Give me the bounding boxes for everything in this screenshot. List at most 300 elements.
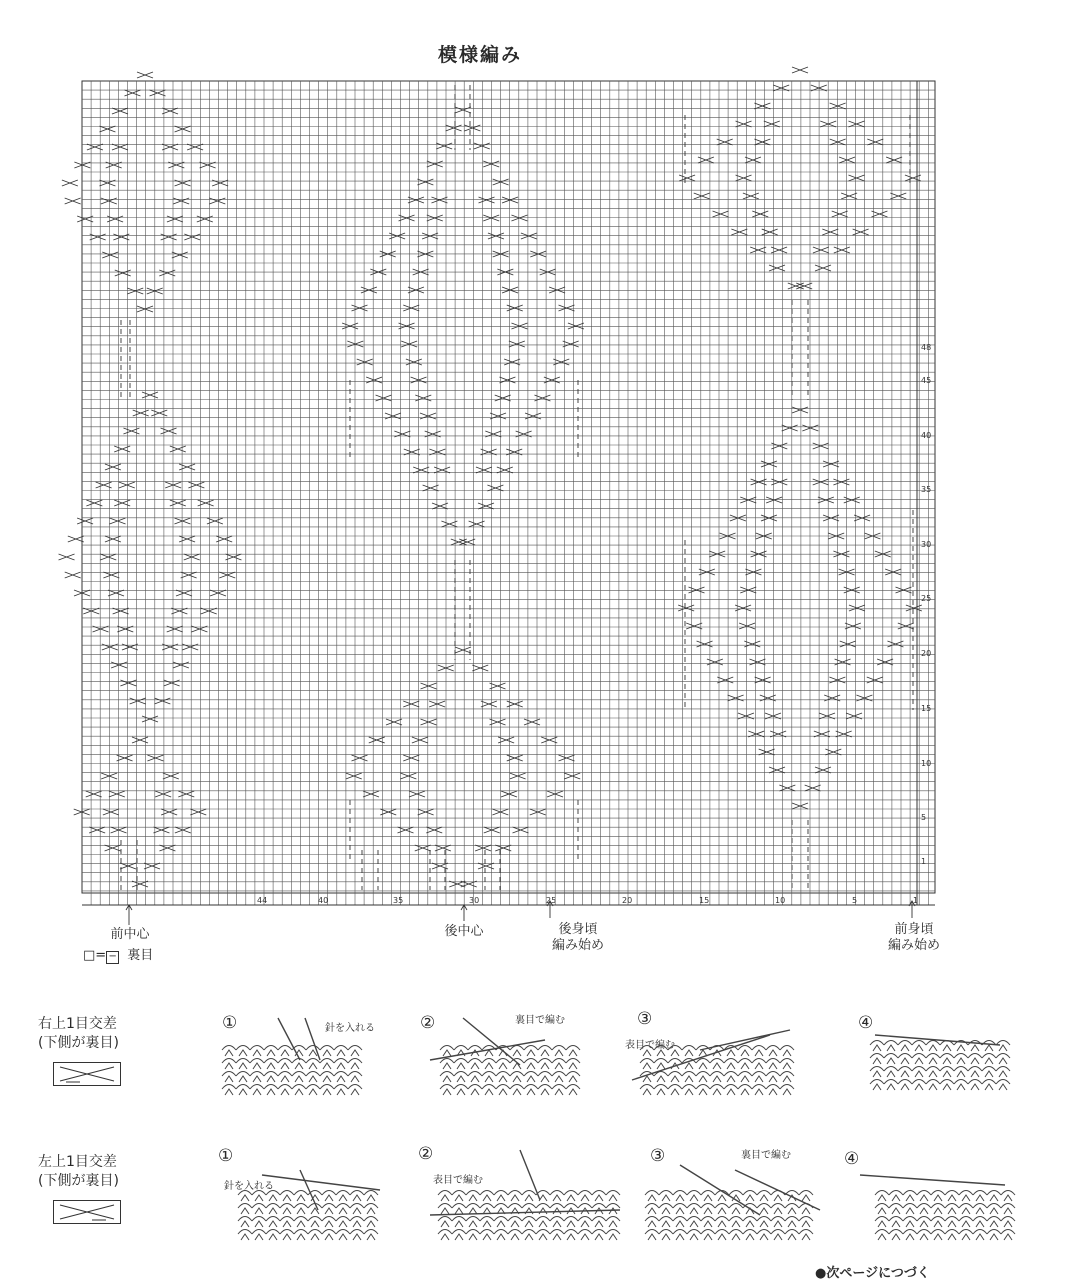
stitch-v xyxy=(281,1050,289,1056)
legend-title: 左上1目交差 xyxy=(38,1154,117,1170)
stitch-v xyxy=(929,1045,937,1051)
stitch-v xyxy=(457,1063,465,1069)
stitch-v xyxy=(443,1050,451,1056)
stitch-v xyxy=(297,1208,305,1214)
stitch-v xyxy=(727,1076,735,1082)
stitch-v xyxy=(671,1050,679,1056)
stitch-v xyxy=(295,1063,303,1069)
stitch-v xyxy=(443,1063,451,1069)
stitch-v xyxy=(241,1221,249,1227)
stitch-v xyxy=(948,1221,956,1227)
stitch-v xyxy=(569,1089,577,1095)
stitch-v xyxy=(746,1234,754,1240)
stitch-v xyxy=(555,1063,563,1069)
stitch-v xyxy=(485,1063,493,1069)
stitch-v xyxy=(581,1195,589,1201)
stitch-v xyxy=(760,1208,768,1214)
front-body-text: 前身頃 xyxy=(894,922,934,937)
stitch-v xyxy=(353,1221,361,1227)
stitch-v xyxy=(367,1221,375,1227)
stitch-v xyxy=(309,1089,317,1095)
stitch-v xyxy=(985,1071,993,1077)
stitch-v xyxy=(774,1221,782,1227)
needle xyxy=(875,1035,1000,1045)
stitch-v xyxy=(648,1221,656,1227)
legend-prefix: □= xyxy=(83,948,107,963)
stitch-v xyxy=(906,1195,914,1201)
stitch-v xyxy=(676,1234,684,1240)
stitch-v xyxy=(567,1221,575,1227)
stitch-v xyxy=(662,1195,670,1201)
stitch-v xyxy=(643,1050,651,1056)
stitch-v xyxy=(713,1063,721,1069)
step-number: ② xyxy=(420,1013,436,1033)
stitch-v xyxy=(455,1221,463,1227)
stitch-v xyxy=(281,1063,289,1069)
stitch-v xyxy=(353,1208,361,1214)
stitch-v xyxy=(699,1050,707,1056)
stitch-v xyxy=(241,1208,249,1214)
stitch-v xyxy=(769,1076,777,1082)
stitch-v xyxy=(662,1234,670,1240)
stitch-v xyxy=(527,1063,535,1069)
stitch-v xyxy=(957,1058,965,1064)
stitch-v xyxy=(802,1234,810,1240)
stitch-v xyxy=(553,1221,561,1227)
stitch-v xyxy=(948,1195,956,1201)
stitch-v xyxy=(755,1089,763,1095)
stitch-v xyxy=(351,1063,359,1069)
stitch-v xyxy=(553,1195,561,1201)
stitch-v xyxy=(699,1076,707,1082)
stitch-v xyxy=(323,1050,331,1056)
stitch-v xyxy=(704,1234,712,1240)
back-start-text: 編み始め xyxy=(551,938,604,953)
stitch-v xyxy=(901,1045,909,1051)
stitch-v xyxy=(609,1195,617,1201)
stitch-v xyxy=(990,1208,998,1214)
stitch-v xyxy=(511,1195,519,1201)
stitch-v xyxy=(267,1050,275,1056)
stitch-v xyxy=(527,1050,535,1056)
stitch-v xyxy=(297,1195,305,1201)
stitch-v xyxy=(920,1221,928,1227)
stitch-v xyxy=(269,1195,277,1201)
stitch-v xyxy=(555,1089,563,1095)
stitch-v xyxy=(595,1221,603,1227)
step-number: ④ xyxy=(858,1013,874,1033)
stitch-v xyxy=(281,1089,289,1095)
stitch-v xyxy=(971,1071,979,1077)
stitch-v xyxy=(760,1234,768,1240)
stitch-v xyxy=(671,1076,679,1082)
column-number: 20 xyxy=(622,896,633,905)
stitch-v xyxy=(892,1195,900,1201)
column-number: 44 xyxy=(257,896,268,905)
legend-title: 右上1目交差 xyxy=(38,1016,117,1032)
stitch-v xyxy=(943,1058,951,1064)
stitch-v xyxy=(499,1089,507,1095)
stitch-v xyxy=(887,1045,895,1051)
stitch-v xyxy=(657,1076,665,1082)
stitch-v xyxy=(920,1234,928,1240)
stitch-v xyxy=(676,1221,684,1227)
stitch-v xyxy=(732,1234,740,1240)
stitch-v xyxy=(741,1063,749,1069)
stitch-v xyxy=(367,1208,375,1214)
step-note: 表目で編む xyxy=(433,1175,483,1186)
stitch-v xyxy=(685,1076,693,1082)
step-note: 針を入れる xyxy=(224,1181,274,1192)
stitch-v xyxy=(971,1084,979,1090)
stitch-v xyxy=(337,1089,345,1095)
stitch-v xyxy=(339,1221,347,1227)
stitch-v xyxy=(469,1221,477,1227)
stitch-v xyxy=(609,1221,617,1227)
stitch-v xyxy=(990,1234,998,1240)
stitch-v xyxy=(948,1208,956,1214)
stitch-v xyxy=(441,1208,449,1214)
stitch-v xyxy=(497,1234,505,1240)
stitch-v xyxy=(906,1234,914,1240)
stitch-v xyxy=(934,1221,942,1227)
stitch-v xyxy=(962,1195,970,1201)
stitch-v xyxy=(441,1234,449,1240)
stitch-v xyxy=(595,1195,603,1201)
stitch-v xyxy=(295,1089,303,1095)
stitch-v xyxy=(929,1071,937,1077)
stitch-v xyxy=(525,1195,533,1201)
stitch-v xyxy=(239,1050,247,1056)
stitch-v xyxy=(741,1089,749,1095)
stitch-v xyxy=(525,1221,533,1227)
stitch-v xyxy=(934,1195,942,1201)
stitch-v xyxy=(878,1234,886,1240)
back-body-text: 後身頃 xyxy=(558,922,598,937)
stitch-v xyxy=(353,1234,361,1240)
row-number: 30 xyxy=(921,540,932,549)
stitch-v xyxy=(873,1045,881,1051)
needle xyxy=(305,1018,320,1060)
stitch-v xyxy=(311,1221,319,1227)
column-number: 1 xyxy=(913,896,919,905)
step-number: ② xyxy=(418,1144,434,1164)
stitch-v xyxy=(732,1208,740,1214)
stitch-v xyxy=(788,1234,796,1240)
stitch-v xyxy=(485,1076,493,1082)
stitch-v xyxy=(253,1089,261,1095)
stitch-v xyxy=(441,1195,449,1201)
stitch-v xyxy=(699,1063,707,1069)
stitch-v xyxy=(643,1063,651,1069)
stitch-v xyxy=(878,1221,886,1227)
stitch-v xyxy=(225,1076,233,1082)
stitch-v xyxy=(253,1076,261,1082)
stitch-v xyxy=(929,1058,937,1064)
stitch-v xyxy=(581,1234,589,1240)
row-number: 10 xyxy=(921,759,932,768)
stitch-v xyxy=(802,1195,810,1201)
stitch-v xyxy=(455,1234,463,1240)
stitch-v xyxy=(539,1208,547,1214)
stitch-v xyxy=(351,1050,359,1056)
stitch-v xyxy=(643,1076,651,1082)
stitch-v xyxy=(676,1208,684,1214)
needle xyxy=(860,1175,1005,1185)
row-number: 1 xyxy=(921,857,927,866)
stitch-v xyxy=(527,1076,535,1082)
stitch-v xyxy=(311,1234,319,1240)
stitch-v xyxy=(457,1089,465,1095)
stitch-v xyxy=(943,1071,951,1077)
stitch-v xyxy=(873,1084,881,1090)
stitch-v xyxy=(906,1208,914,1214)
stitch-v xyxy=(337,1050,345,1056)
column-number: 40 xyxy=(318,896,329,905)
stitch-v xyxy=(657,1089,665,1095)
stitch-v xyxy=(297,1234,305,1240)
stitch-v xyxy=(1004,1234,1012,1240)
stitch-v xyxy=(241,1195,249,1201)
stitch-v xyxy=(471,1089,479,1095)
stitch-v xyxy=(239,1089,247,1095)
stitch-v xyxy=(443,1089,451,1095)
stitch-v xyxy=(267,1063,275,1069)
stitch-v xyxy=(497,1195,505,1201)
stitch-v xyxy=(269,1221,277,1227)
stitch-v xyxy=(337,1063,345,1069)
stitch-v xyxy=(685,1063,693,1069)
stitch-v xyxy=(920,1195,928,1201)
stitch-v xyxy=(225,1063,233,1069)
stitch-v xyxy=(539,1221,547,1227)
stitch-v xyxy=(732,1221,740,1227)
stitch-v xyxy=(253,1050,261,1056)
stitch-v xyxy=(727,1050,735,1056)
stitch-v xyxy=(555,1076,563,1082)
stitch-v xyxy=(685,1089,693,1095)
stitch-v xyxy=(367,1234,375,1240)
stitch-v xyxy=(774,1234,782,1240)
stitch-v xyxy=(469,1195,477,1201)
needle xyxy=(520,1150,540,1200)
stitch-v xyxy=(499,1076,507,1082)
stitch-v xyxy=(802,1208,810,1214)
stitch-v xyxy=(769,1063,777,1069)
row-number: 15 xyxy=(921,704,932,713)
stitch-v xyxy=(934,1208,942,1214)
stitch-v xyxy=(704,1221,712,1227)
stitch-v xyxy=(455,1208,463,1214)
needle xyxy=(262,1175,380,1190)
stitch-v xyxy=(718,1195,726,1201)
stitch-v xyxy=(569,1063,577,1069)
column-number: 35 xyxy=(393,896,404,905)
stitch-v xyxy=(676,1195,684,1201)
stitch-v xyxy=(567,1234,575,1240)
back-center-label: 後中心 xyxy=(444,924,484,939)
stitch-v xyxy=(943,1084,951,1090)
stitch-v xyxy=(704,1208,712,1214)
stitch-v xyxy=(971,1058,979,1064)
stitch-v xyxy=(915,1071,923,1077)
stitch-v xyxy=(783,1076,791,1082)
stitch-v xyxy=(976,1208,984,1214)
stitch-v xyxy=(541,1076,549,1082)
stitch-v xyxy=(892,1234,900,1240)
column-number: 10 xyxy=(775,896,786,905)
stitch-v xyxy=(255,1234,263,1240)
stitch-v xyxy=(990,1195,998,1201)
stitch-v xyxy=(581,1221,589,1227)
stitch-v xyxy=(957,1045,965,1051)
step-note: 針を入れる xyxy=(325,1023,375,1034)
stitch-v xyxy=(783,1050,791,1056)
stitch-v xyxy=(999,1084,1007,1090)
stitch-v xyxy=(323,1063,331,1069)
stitch-v xyxy=(755,1063,763,1069)
stitch-v xyxy=(297,1221,305,1227)
stitch-v xyxy=(662,1208,670,1214)
stitch-v xyxy=(1004,1221,1012,1227)
step-note: 表目で編む xyxy=(625,1040,675,1051)
stitch-v xyxy=(990,1221,998,1227)
stitch-v xyxy=(901,1058,909,1064)
stitch-v xyxy=(887,1071,895,1077)
step-number: ④ xyxy=(844,1149,860,1169)
stitch-v xyxy=(567,1195,575,1201)
stitch-v xyxy=(713,1089,721,1095)
needle xyxy=(463,1018,520,1065)
step-number: ③ xyxy=(650,1146,666,1166)
stitch-v xyxy=(985,1045,993,1051)
stitch-v xyxy=(892,1221,900,1227)
stitch-v xyxy=(457,1076,465,1082)
stitch-v xyxy=(511,1234,519,1240)
stitch-v xyxy=(878,1195,886,1201)
stitch-v xyxy=(901,1084,909,1090)
stitch-v xyxy=(527,1089,535,1095)
stitch-v xyxy=(325,1221,333,1227)
stitch-v xyxy=(690,1208,698,1214)
stitch-v xyxy=(727,1063,735,1069)
stitch-v xyxy=(999,1058,1007,1064)
stitch-v xyxy=(283,1208,291,1214)
stitch-v xyxy=(609,1234,617,1240)
stitch-v xyxy=(513,1076,521,1082)
stitch-v xyxy=(309,1063,317,1069)
stitch-v xyxy=(662,1221,670,1227)
stitch-v xyxy=(471,1063,479,1069)
stitch-v xyxy=(281,1076,289,1082)
stitch-v xyxy=(648,1195,656,1201)
stitch-v xyxy=(255,1221,263,1227)
stitch-v xyxy=(609,1208,617,1214)
stitch-v xyxy=(569,1076,577,1082)
stitch-v xyxy=(774,1195,782,1201)
stitch-v xyxy=(704,1195,712,1201)
stitch-v xyxy=(443,1076,451,1082)
stitch-v xyxy=(325,1234,333,1240)
stitch-v xyxy=(962,1234,970,1240)
stitch-v xyxy=(929,1084,937,1090)
stitch-v xyxy=(337,1076,345,1082)
stitch-v xyxy=(741,1076,749,1082)
stitch-v xyxy=(525,1234,533,1240)
stitch-v xyxy=(892,1208,900,1214)
stitch-v xyxy=(497,1221,505,1227)
stitch-v xyxy=(671,1089,679,1095)
stitch-v xyxy=(339,1195,347,1201)
stitch-v xyxy=(690,1221,698,1227)
row-number: 40 xyxy=(921,431,932,440)
column-number: 25 xyxy=(546,896,557,905)
stitch-v xyxy=(741,1050,749,1056)
stitch-v xyxy=(225,1089,233,1095)
stitch-v xyxy=(269,1208,277,1214)
stitch-v xyxy=(239,1063,247,1069)
stitch-v xyxy=(555,1050,563,1056)
stitch-v xyxy=(802,1221,810,1227)
step-note: 裏目で編む xyxy=(515,1015,565,1026)
needle xyxy=(278,1018,300,1060)
stitch-v xyxy=(976,1234,984,1240)
stitch-v xyxy=(253,1063,261,1069)
column-number: 15 xyxy=(699,896,710,905)
stitch-v xyxy=(760,1195,768,1201)
stitch-v xyxy=(323,1089,331,1095)
stitch-v xyxy=(962,1221,970,1227)
stitch-v xyxy=(513,1063,521,1069)
stitch-v xyxy=(957,1084,965,1090)
stitch-v xyxy=(339,1208,347,1214)
stitch-v xyxy=(873,1058,881,1064)
stitch-v xyxy=(718,1234,726,1240)
row-number: 35 xyxy=(921,485,932,494)
legend-subtitle: (下側が裏目) xyxy=(38,1035,119,1051)
stitch-v xyxy=(985,1084,993,1090)
stitch-v xyxy=(718,1221,726,1227)
stitch-v xyxy=(690,1195,698,1201)
stitch-v xyxy=(225,1050,233,1056)
stitch-v xyxy=(455,1195,463,1201)
stitch-v xyxy=(269,1234,277,1240)
stitch-v xyxy=(769,1050,777,1056)
row-number: 25 xyxy=(921,594,932,603)
stitch-v xyxy=(948,1234,956,1240)
stitch-v xyxy=(309,1050,317,1056)
stitch-v xyxy=(483,1195,491,1201)
stitch-v xyxy=(353,1195,361,1201)
stitch-v xyxy=(539,1234,547,1240)
chart-title: 模様編み xyxy=(437,44,522,66)
stitch-v xyxy=(699,1089,707,1095)
stitch-v xyxy=(976,1221,984,1227)
stitch-v xyxy=(783,1063,791,1069)
stitch-v xyxy=(553,1234,561,1240)
stitch-v xyxy=(513,1089,521,1095)
stitch-v xyxy=(323,1076,331,1082)
step-note: 裏目で編む xyxy=(741,1150,791,1161)
stitch-v xyxy=(971,1045,979,1051)
stitch-v xyxy=(471,1076,479,1082)
stitch-v xyxy=(783,1089,791,1095)
stitch-v xyxy=(339,1234,347,1240)
stitch-v xyxy=(295,1076,303,1082)
stitch-v xyxy=(760,1221,768,1227)
stitch-v xyxy=(569,1050,577,1056)
stitch-v xyxy=(648,1208,656,1214)
